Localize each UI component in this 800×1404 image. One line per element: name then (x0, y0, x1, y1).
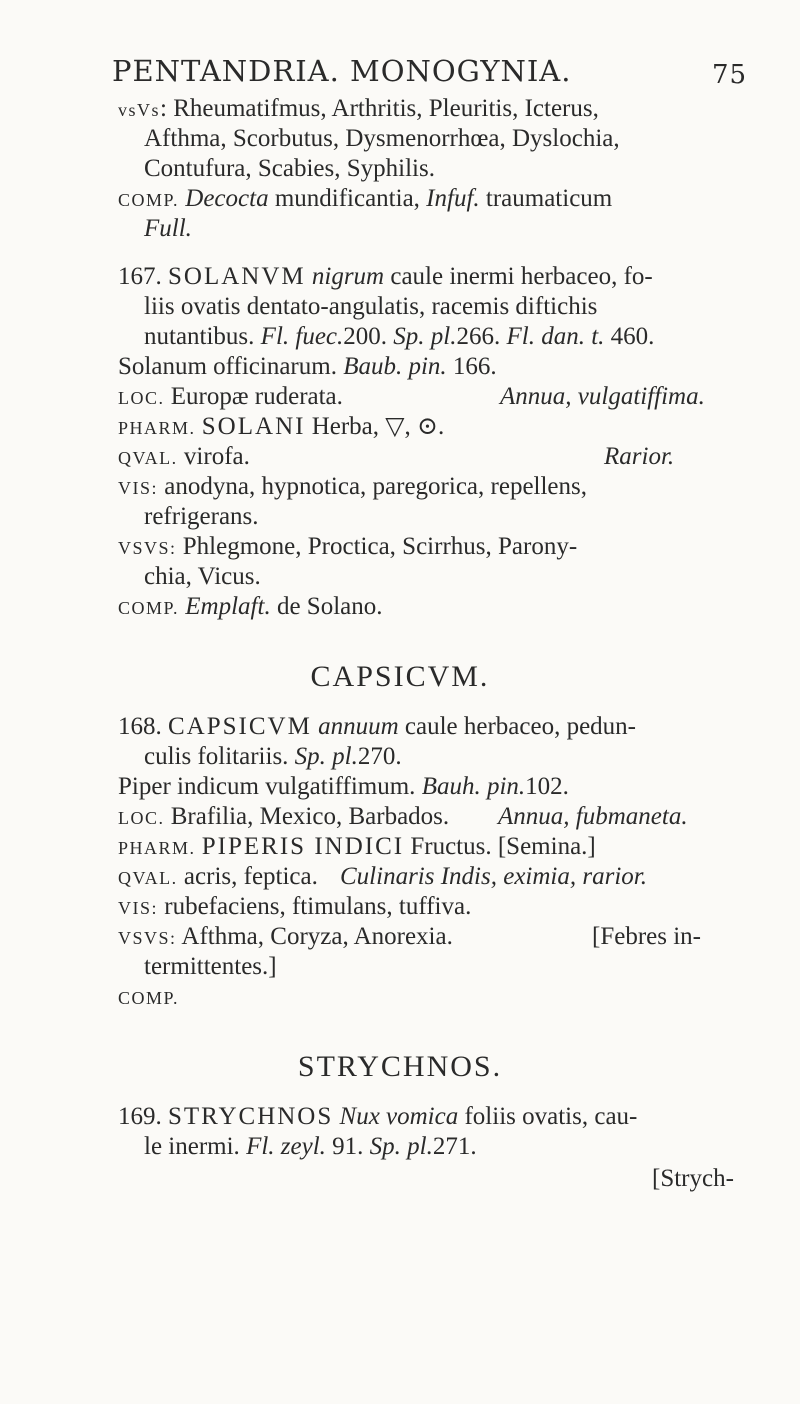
species-name: nigrum (311, 263, 385, 290)
pharm-line: PHARM. PIPERIS INDICI Fructus. [Semina.] (118, 833, 596, 860)
locus-line: LOC. Europæ ruderata. (118, 383, 343, 410)
qualitas-line: QVAL. virofa. (118, 443, 250, 470)
entry-167-heading: 167. SOLANVM nigrum caule inermi herbaceo, fo- (118, 263, 653, 290)
page-number: 75 (712, 60, 748, 90)
genus-name: STRYCHNOS (168, 1103, 334, 1130)
comp-line: COMP. Decocta mundificantia, Infuf. traumaticum (118, 185, 613, 212)
locus-note: Annua, vulgatiffima. (500, 383, 705, 410)
comp-line: COMP. Emplaft. de Solano. (118, 593, 383, 620)
locus-line: LOC. Brafilia, Mexico, Barbados. (118, 803, 450, 830)
catchword: [Strych- (652, 1165, 734, 1192)
usus-line: Afthma, Scorbutus, Dysmenorrhœa, Dyslochia, (144, 125, 620, 152)
header-title: PENTANDRIA. MONOGYNIA. (112, 54, 572, 88)
entry-168-heading: 168. CAPSICVM annuum caule herbaceo, pedun- (118, 713, 637, 740)
usus-line: Contufura, Scabies, Syphilis. (144, 155, 435, 182)
usus-line: VSVS: Afthma, Coryza, Anorexia. (118, 923, 453, 950)
usus-line: VSVS: Phlegmone, Proctica, Scirrhus, Parony- (118, 533, 578, 560)
comp-line: Full. (144, 215, 192, 242)
usus-line: chia, Vicus. (144, 563, 261, 590)
description-line: liis ovatis dentato-angulatis, racemis diftichis (144, 293, 598, 320)
usus-note: [Febres in- (592, 923, 701, 950)
species-name: Nux vomica (339, 1103, 459, 1130)
species-name: annuum (318, 713, 399, 740)
usus-line: termittentes.] (144, 953, 277, 980)
synonym-line: Piper indicum vulgatiffimum. Bauh. pin.102. (118, 773, 569, 800)
locus-note: Annua, fubmaneta. (498, 803, 688, 830)
reference-line: nutantibus. Fl. fuec.200. Sp. pl.266. Fl. dan. t. 460. (144, 323, 655, 350)
comp-line: COMP. (118, 988, 180, 1008)
synonym-line: Solanum officinarum. Baub. pin. 166. (118, 353, 497, 380)
vis-line: VIS: rubefaciens, ftimulans, tuffiva. (118, 893, 472, 920)
qualitas-note: Culinaris Indis, eximia, rarior. (340, 863, 647, 890)
pharm-line: PHARM. SOLANI Herba, ▽, ⊙. (118, 413, 445, 440)
entry-169-heading: 169. STRYCHNOS Nux vomica foliis ovatis, cau- (118, 1103, 638, 1130)
vis-line: VIS: anodyna, hypnotica, paregorica, repellens, (118, 473, 588, 500)
running-header (0, 48, 800, 88)
section-heading-capsicum: CAPSICVM. (310, 660, 490, 693)
genus-name: SOLANVM (168, 263, 306, 290)
description-line: culis folitariis. Sp. pl.270. (144, 743, 402, 770)
qualitas-note: Rarior. (604, 443, 675, 470)
section-heading-strychnos: STRYCHNOS. (297, 1050, 503, 1083)
qualitas-line: QVAL. acris, feptica. (118, 863, 318, 890)
usus-line: vsVs: Rheumatifmus, Arthritis, Pleuritis, Icterus, (118, 95, 599, 122)
vis-line: refrigerans. (144, 503, 259, 530)
description-line: le inermi. Fl. zeyl. 91. Sp. pl.271. (144, 1133, 477, 1160)
genus-name: CAPSICVM (168, 713, 312, 740)
